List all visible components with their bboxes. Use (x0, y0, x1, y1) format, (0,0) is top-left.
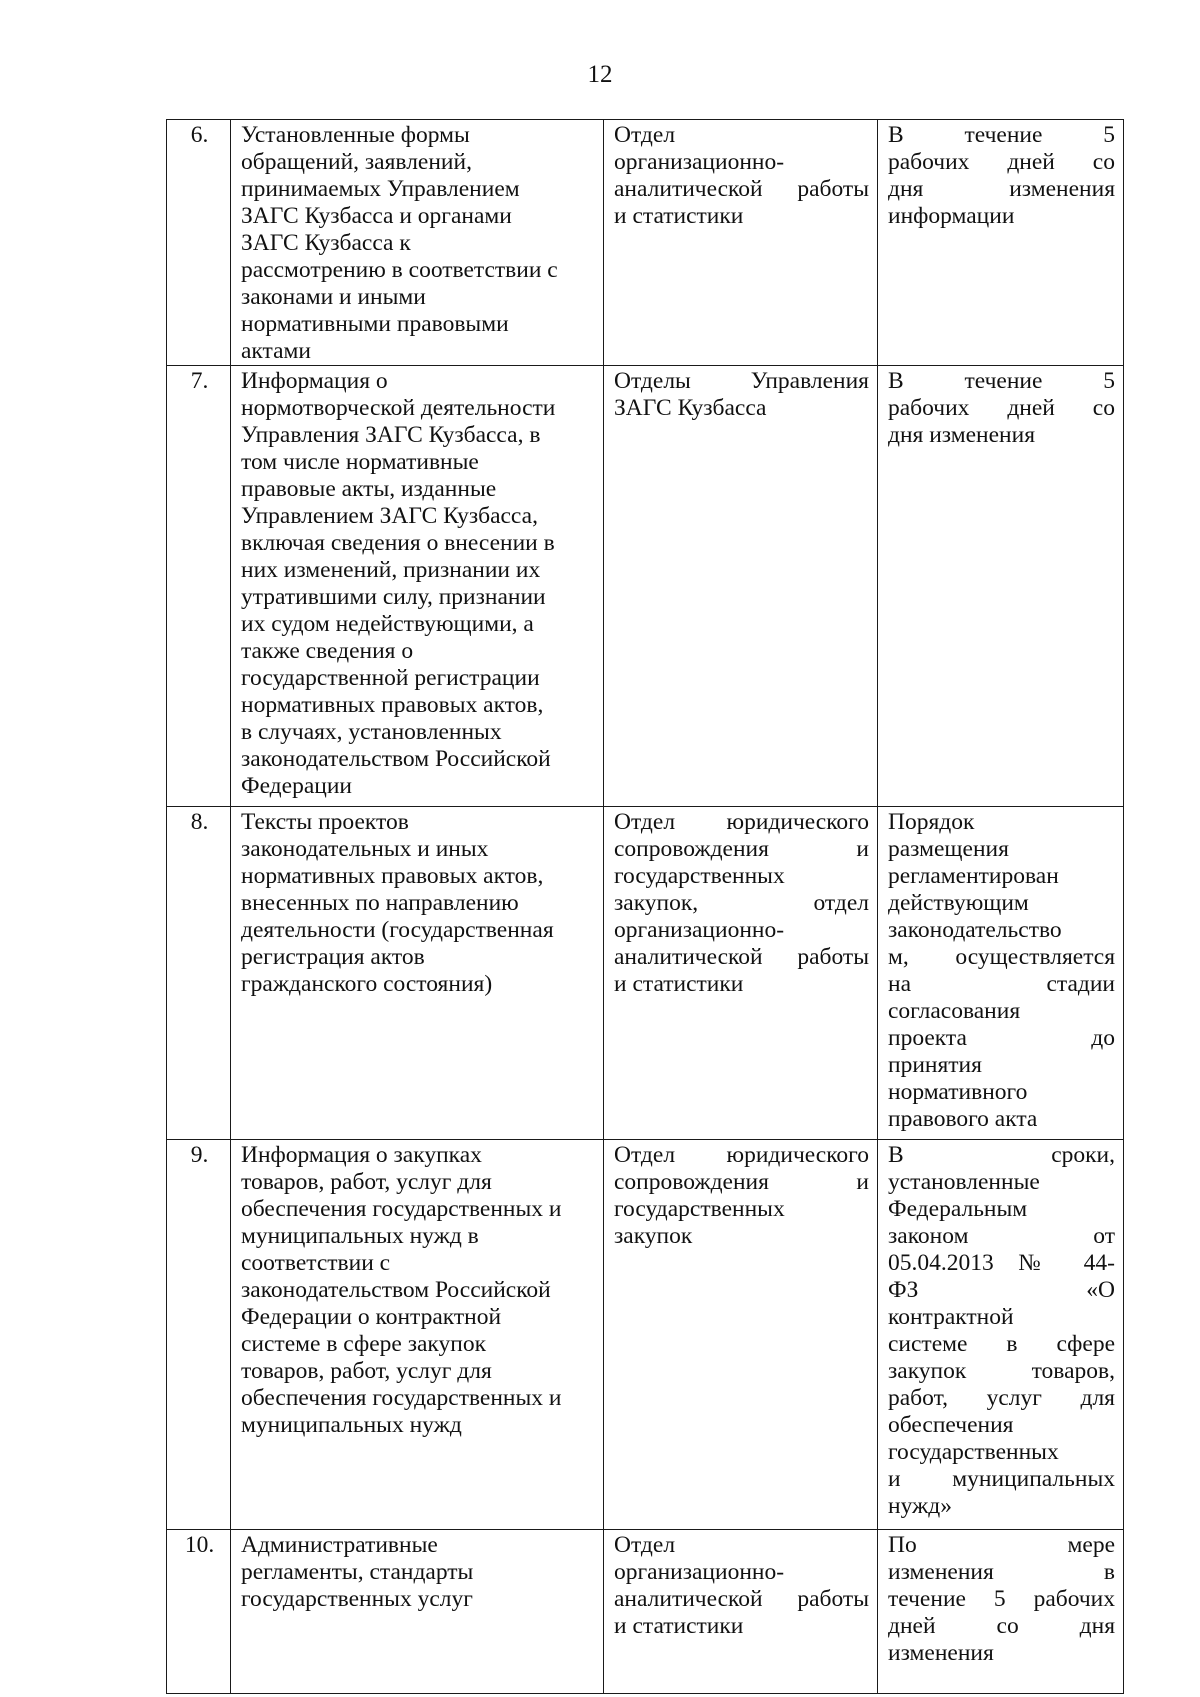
update-term-line: на стадии (888, 971, 1115, 997)
update-term-line: изменения (888, 1640, 994, 1666)
publication-schedule-table (166, 119, 1124, 1694)
responsible-unit-line: Отдел (614, 122, 676, 148)
update-term-line: ФЗ «О (888, 1277, 1115, 1303)
information-name-line: муниципальных нужд (241, 1412, 462, 1438)
responsible-unit-cell (604, 120, 878, 366)
update-term-line: закупок товаров, (888, 1358, 1115, 1384)
responsible-unit-line: сопровождения и (614, 836, 869, 862)
update-term-line: В сроки, (888, 1142, 1115, 1168)
information-name-line: Управления ЗАГС Кузбасса, в (241, 422, 541, 448)
row-number: 6. (167, 120, 231, 366)
responsible-unit-line: Отдел (614, 1532, 676, 1558)
information-name-line: товаров, работ, услуг для (241, 1358, 492, 1384)
information-name-line: регистрация актов (241, 944, 425, 970)
information-name-line: ЗАГС Кузбасса к (241, 230, 411, 256)
update-term-line: действующим (888, 890, 1029, 916)
responsible-unit-line: закупок (614, 1223, 693, 1249)
update-term-line: размещения (888, 836, 1009, 862)
update-term-cell (878, 120, 1124, 366)
update-term-line: законодательство (888, 917, 1062, 943)
information-name-line: нормативных правовых актов, (241, 692, 544, 718)
information-name-line: ЗАГС Кузбасса и органами (241, 203, 512, 229)
responsible-unit-cell (604, 1530, 878, 1694)
information-name-line: муниципальных нужд в (241, 1223, 479, 1249)
update-term-line: и муниципальных (888, 1466, 1115, 1492)
table-row (167, 807, 1124, 1140)
row-number: 10. (167, 1530, 231, 1694)
responsible-unit-line: сопровождения и (614, 1169, 869, 1195)
row-number: 8. (167, 807, 231, 1140)
responsible-unit-line: государственных (614, 863, 785, 889)
information-name-line: Тексты проектов (241, 809, 409, 835)
update-term-line: дней со дня (888, 1613, 1115, 1639)
information-name-line: законодательством Российской (241, 1277, 551, 1303)
update-term-line: В течение 5 (888, 368, 1115, 394)
information-name-line: законодательных и иных (241, 836, 489, 862)
responsible-unit-line: государственных (614, 1196, 785, 1222)
responsible-unit-line: аналитической работы (614, 176, 869, 202)
information-name-cell (231, 807, 604, 1140)
update-term-line: В течение 5 (888, 122, 1115, 148)
information-name-line: включая сведения о внесении в (241, 530, 555, 556)
information-name-line: рассмотрению в соответствии с (241, 257, 558, 283)
table-row (167, 120, 1124, 366)
information-name-line: их судом недействующими, а (241, 611, 534, 637)
update-term-line: контрактной (888, 1304, 1014, 1330)
update-term-line: обеспечения (888, 1412, 1014, 1438)
information-name-line: законами и иными (241, 284, 426, 310)
information-name-cell (231, 1140, 604, 1530)
information-name-cell (231, 120, 604, 366)
responsible-unit-line: Отдел юридического (614, 1142, 869, 1168)
update-term-line: проекта до (888, 1025, 1115, 1051)
responsible-unit-line: закупок, отдел (614, 890, 869, 916)
update-term-line: изменения в (888, 1559, 1115, 1585)
information-name-line: том числе нормативные (241, 449, 479, 475)
responsible-unit-line: организационно- (614, 149, 785, 175)
update-term-cell (878, 366, 1124, 807)
update-term-line: нормативного (888, 1079, 1028, 1105)
responsible-unit-line: аналитической работы (614, 944, 869, 970)
table-row (167, 1140, 1124, 1530)
update-term-line: м, осуществляется (888, 944, 1115, 970)
page-number: 12 (587, 61, 613, 88)
update-term-line: Федеральным (888, 1196, 1028, 1222)
responsible-unit-line: Отдел юридического (614, 809, 869, 835)
information-name-line: системе в сфере закупок (241, 1331, 487, 1357)
responsible-unit-cell (604, 807, 878, 1140)
information-name-line: Федерации (241, 773, 352, 799)
information-name-line: нормативными правовыми (241, 311, 509, 337)
information-name-cell (231, 1530, 604, 1694)
update-term-line: согласования (888, 998, 1021, 1024)
update-term-line: нужд» (888, 1493, 952, 1519)
table-body (167, 120, 1124, 1694)
information-name-line: правовые акты, изданные (241, 476, 497, 502)
information-name-line: государственной регистрации (241, 665, 540, 691)
update-term-line: принятия (888, 1052, 982, 1078)
information-name-line: товаров, работ, услуг для (241, 1169, 492, 1195)
information-name-cell (231, 366, 604, 807)
update-term-cell (878, 1140, 1124, 1530)
table-row (167, 366, 1124, 807)
responsible-unit-cell (604, 1140, 878, 1530)
information-name-line: утратившими силу, признании (241, 584, 546, 610)
row-number: 7. (167, 366, 231, 807)
information-name-line: Федерации о контрактной (241, 1304, 502, 1330)
information-name-line: соответствии с (241, 1250, 391, 1276)
information-name-line: обеспечения государственных и (241, 1196, 562, 1222)
information-name-line: Информация о (241, 368, 388, 394)
information-name-line: Информация о закупках (241, 1142, 482, 1168)
information-name-line: нормотворческой деятельности (241, 395, 556, 421)
update-term-line: рабочих дней со (888, 149, 1115, 175)
information-name-line: государственных услуг (241, 1586, 473, 1612)
information-name-line: Административные (241, 1532, 438, 1558)
information-name-line: обеспечения государственных и (241, 1385, 562, 1411)
update-term-line: Порядок (888, 809, 975, 835)
responsible-unit-cell (604, 366, 878, 807)
responsible-unit-line: организационно- (614, 917, 785, 943)
responsible-unit-line: организационно- (614, 1559, 785, 1585)
information-name-line: законодательством Российской (241, 746, 551, 772)
responsible-unit-line: Отделы Управления (614, 368, 869, 394)
information-name-line: в случаях, установленных (241, 719, 502, 745)
information-name-line: актами (241, 338, 311, 364)
update-term-line: государственных (888, 1439, 1059, 1465)
information-name-line: обращений, заявлений, (241, 149, 472, 175)
information-name-line: также сведения о (241, 638, 414, 664)
information-name-line: внесенных по направлению (241, 890, 519, 916)
responsible-unit-line: аналитической работы (614, 1586, 869, 1612)
responsible-unit-line: и статистики (614, 971, 744, 997)
update-term-line: 05.04.2013 № 44- (888, 1250, 1115, 1276)
update-term-line: дня изменения (888, 422, 1036, 448)
information-name-line: Управлением ЗАГС Кузбасса, (241, 503, 538, 529)
update-term-line: законом от (888, 1223, 1115, 1249)
responsible-unit-line: и статистики (614, 1613, 744, 1639)
update-term-cell (878, 1530, 1124, 1694)
update-term-line: течение 5 рабочих (888, 1586, 1115, 1612)
update-term-line: дня изменения (888, 176, 1115, 202)
information-name-line: Установленные формы (241, 122, 470, 148)
update-term-line: системе в сфере (888, 1331, 1115, 1357)
information-name-line: деятельности (государственная (241, 917, 554, 943)
information-name-line: них изменений, признании их (241, 557, 541, 583)
update-term-cell (878, 807, 1124, 1140)
update-term-line: рабочих дней со (888, 395, 1115, 421)
update-term-line: правового акта (888, 1106, 1038, 1132)
information-name-line: принимаемых Управлением (241, 176, 520, 202)
update-term-line: работ, услуг для (888, 1385, 1115, 1411)
update-term-line: информации (888, 203, 1015, 229)
row-number: 9. (167, 1140, 231, 1530)
responsible-unit-line: и статистики (614, 203, 744, 229)
update-term-line: регламентирован (888, 863, 1059, 889)
table-row (167, 1530, 1124, 1694)
update-term-line: По мере (888, 1532, 1115, 1558)
information-name-line: нормативных правовых актов, (241, 863, 544, 889)
update-term-line: установленные (888, 1169, 1040, 1195)
information-name-line: регламенты, стандарты (241, 1559, 474, 1585)
responsible-unit-line: ЗАГС Кузбасса (614, 395, 767, 421)
information-name-line: гражданского состояния) (241, 971, 493, 997)
